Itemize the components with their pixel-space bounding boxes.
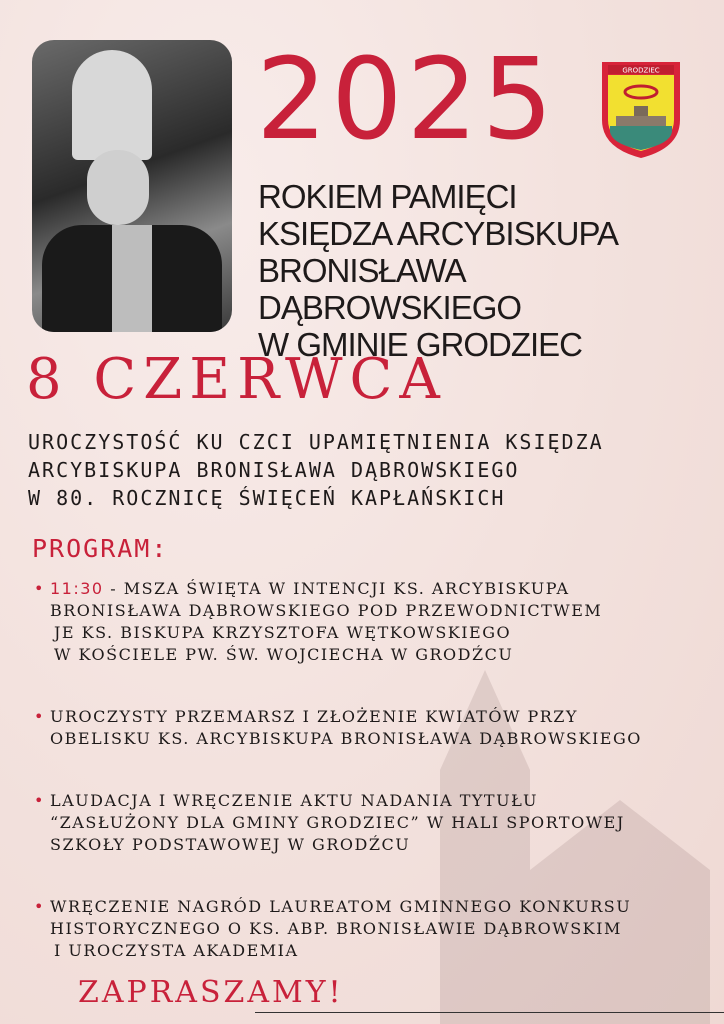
item-time: 11:30 (50, 579, 104, 598)
invitation-text: ZAPRASZAMY! (78, 975, 344, 1010)
title-line: KSIĘDZA ARCYBISKUPA (258, 215, 619, 252)
program-item (34, 706, 724, 750)
memorial-year-title (258, 178, 724, 363)
program-heading: PROGRAM: (32, 534, 169, 563)
item-line: SZKOŁY PODSTAWOWEJ W GRODŹCU (50, 835, 411, 854)
subtitle-line: UROCZYSTOŚĆ KU CZCI UPAMIĘTNIENIA KSIĘDZA (28, 430, 604, 454)
item-line: WRĘCZENIE NAGRÓD LAUREATOM GMINNEGO KONKURSU (50, 897, 632, 916)
item-line: BRONISŁAWA DĄBROWSKIEGO POD PRZEWODNICTWEM (50, 601, 603, 620)
title-line: ROKIEM PAMIĘCI (258, 178, 517, 215)
archbishop-photo (32, 40, 232, 332)
item-line: “ZASŁUŻONY DLA GMINY GRODZIEC” W HALI SPORTOWEJ (50, 813, 625, 832)
item-line: UROCZYSTY PRZEMARSZ I ZŁOŻENIE KWIATÓW PRZY (50, 707, 578, 726)
bullet-icon: • (34, 897, 45, 916)
bullet-icon: • (34, 791, 45, 810)
event-date: 8 CZERWCA (26, 347, 447, 412)
event-subtitle (28, 428, 604, 512)
bullet-icon: • (34, 707, 45, 726)
item-line: OBELISKU KS. ARCYBISKUPA BRONISŁAWA DĄBROWSKIEGO (50, 729, 642, 748)
year-heading: 2025 (256, 35, 558, 165)
program-item (34, 790, 724, 856)
grodziec-coat-of-arms (600, 60, 682, 160)
program-item (34, 578, 724, 666)
program-list (34, 578, 724, 1002)
title-line: W GMINIE GRODZIEC (258, 326, 582, 363)
item-line: HISTORYCZNEGO O KS. ABP. BRONISŁAWIE DĄBROWSKIM (50, 919, 622, 938)
subtitle-line: W 80. ROCZNICĘ ŚWIĘCEŃ KAPŁAŃSKICH (28, 486, 506, 510)
crest-label: GRODZIEC (622, 66, 660, 75)
subtitle-line: ARCYBISKUPA BRONISŁAWA DĄBROWSKIEGO (28, 458, 520, 482)
item-line: - MSZA ŚWIĘTA W INTENCJI KS. ARCYBISKUPA (103, 579, 570, 598)
title-line: BRONISŁAWA DĄBROWSKIEGO (258, 252, 522, 326)
program-item (34, 896, 724, 962)
item-line: LAUDACJA I WRĘCZENIE AKTU NADANIA TYTUŁU (50, 791, 538, 810)
item-line: JE KS. BISKUPA KRZYSZTOFA WĘTKOWSKIEGO (54, 623, 512, 642)
bullet-icon: • (34, 579, 45, 598)
divider (255, 1012, 724, 1013)
item-line: W KOŚCIELE PW. ŚW. WOJCIECHA W GRODŹCU (54, 645, 514, 664)
item-line: I UROCZYSTA AKADEMIA (54, 941, 299, 960)
